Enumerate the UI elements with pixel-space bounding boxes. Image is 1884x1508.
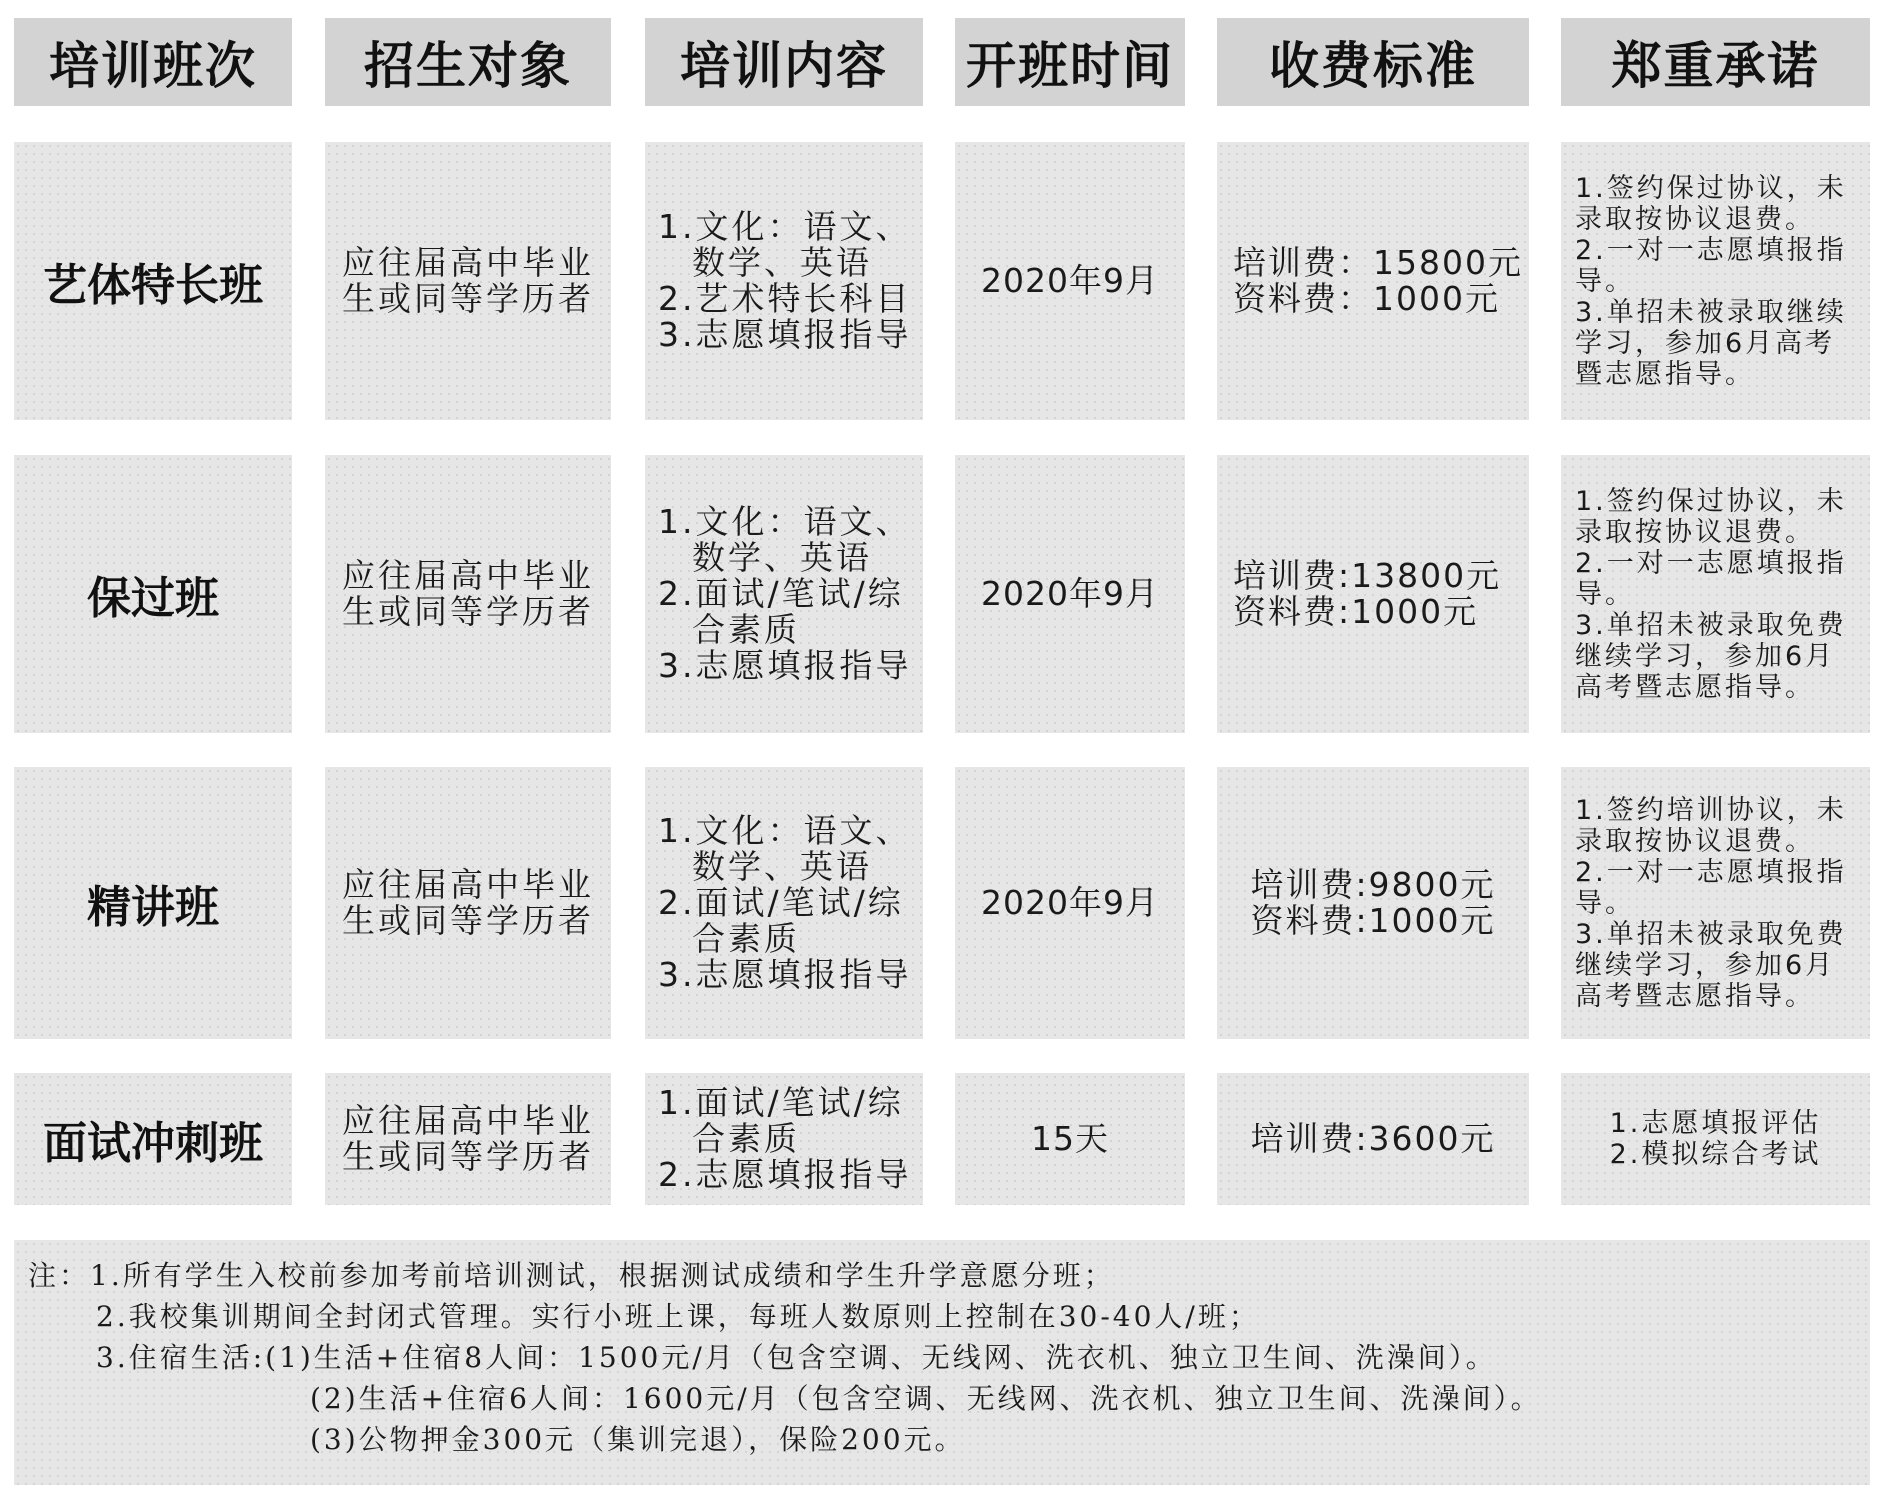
- row-3-fees: [1217, 767, 1529, 1039]
- start-time: 2020年9月: [981, 883, 1159, 922]
- content-line: 1.文化：语文、: [658, 811, 912, 850]
- promise-line: 学习，参加6月高考: [1575, 327, 1836, 359]
- promise-line: 3.单招未被录取继续: [1575, 296, 1847, 328]
- content-line: 合素质: [692, 610, 800, 649]
- promise-line: 3.单招未被录取免费: [1575, 609, 1847, 641]
- row-1-fees: [1217, 142, 1529, 420]
- header-start-time: [955, 18, 1185, 106]
- class-name: 面试冲刺班: [43, 1118, 263, 1169]
- content-line: 合素质: [692, 919, 800, 958]
- promise-line: 1.签约保过协议，未: [1575, 172, 1847, 204]
- content-line: 数学、英语: [692, 847, 872, 886]
- row-2-fees: [1217, 455, 1529, 733]
- header-label: 收费标准: [1269, 36, 1477, 95]
- promise-line: 高考暨志愿指导。: [1575, 980, 1815, 1012]
- row-3-promise: [1561, 767, 1870, 1039]
- row-2-content: [645, 455, 923, 733]
- row-1-start-time: [955, 142, 1185, 420]
- content-line: 3.志愿填报指导: [658, 315, 912, 354]
- start-time: 2020年9月: [981, 261, 1159, 300]
- note-line-4: (2)生活+住宿6人间：1600元/月（包含空调、无线网、洗衣机、独立卫生间、洗澡间）。: [310, 1382, 1542, 1415]
- header-label: 培训内容: [680, 36, 888, 95]
- row-2-class-name: [14, 455, 292, 733]
- promise-line: 继续学习，参加6月: [1575, 949, 1836, 981]
- header-class-type: [14, 18, 292, 106]
- content-line: 2.志愿填报指导: [658, 1155, 912, 1194]
- row-3-start-time: [955, 767, 1185, 1039]
- promise-line: 继续学习，参加6月: [1575, 640, 1836, 672]
- target-line: 应往届高中毕业: [342, 556, 594, 595]
- target-line: 生或同等学历者: [342, 901, 594, 940]
- content-line: 1.文化：语文、: [658, 207, 912, 246]
- target-line: 应往届高中毕业: [342, 1101, 594, 1140]
- fee-line: 培训费:9800元: [1250, 865, 1496, 904]
- row-4-class-name: [14, 1073, 292, 1205]
- note-line-5: (3)公物押金300元（集训完退），保险200元。: [310, 1423, 966, 1456]
- target-line: 应往届高中毕业: [342, 243, 594, 282]
- row-4-start-time: [955, 1073, 1185, 1205]
- promise-line: 2.一对一志愿填报指: [1575, 547, 1847, 579]
- content-line: 1.文化：语文、: [658, 502, 912, 541]
- fee-line: 资料费:1000元: [1250, 901, 1496, 940]
- promise-line: 录取按协议退费。: [1575, 203, 1815, 235]
- row-4-fees: [1217, 1073, 1529, 1205]
- note-line-3: 3.住宿生活:(1)生活+住宿8人间：1500元/月（包含空调、无线网、洗衣机、独立卫生间、洗澡间）。: [96, 1341, 1497, 1374]
- promise-line: 2.模拟综合考试: [1609, 1139, 1822, 1170]
- start-time: 2020年9月: [981, 574, 1159, 613]
- header-label: 郑重承诺: [1611, 36, 1820, 95]
- fee-line: 培训费：15800元: [1233, 243, 1523, 282]
- notes-box: [14, 1240, 1870, 1485]
- note-line-2: 2.我校集训期间全封闭式管理。实行小班上课，每班人数原则上控制在30-40人/班；: [96, 1300, 1260, 1333]
- class-name: 保过班: [87, 573, 219, 624]
- row-2-target: [325, 455, 611, 733]
- promise-line: 高考暨志愿指导。: [1575, 671, 1815, 703]
- header-label: 开班时间: [966, 36, 1174, 95]
- header-promise: [1561, 18, 1870, 106]
- target-line: 生或同等学历者: [342, 1137, 594, 1176]
- promise-line: 录取按协议退费。: [1575, 516, 1815, 548]
- promise-line: 录取按协议退费。: [1575, 825, 1815, 857]
- row-1-class-name: [14, 142, 292, 420]
- promise-line: 暨志愿指导。: [1575, 358, 1755, 390]
- content-line: 3.志愿填报指导: [658, 646, 912, 685]
- content-line: 合素质: [692, 1119, 800, 1158]
- fee-line: 培训费:3600元: [1250, 1119, 1496, 1158]
- content-line: 2.面试/笔试/综: [658, 574, 904, 613]
- note-line-1: 注：1.所有学生入校前参加考前培训测试，根据测试成绩和学生升学意愿分班；: [28, 1259, 1115, 1292]
- content-line: 数学、英语: [692, 538, 872, 577]
- fee-line: 资料费：1000元: [1233, 279, 1500, 318]
- content-line: 1.面试/笔试/综: [658, 1083, 904, 1122]
- promise-line: 导。: [1575, 887, 1635, 919]
- row-4-target: [325, 1073, 611, 1205]
- content-line: 3.志愿填报指导: [658, 955, 912, 994]
- row-3-content: [645, 767, 923, 1039]
- promise-line: 2.一对一志愿填报指: [1575, 234, 1847, 266]
- target-line: 应往届高中毕业: [342, 865, 594, 904]
- promise-line: 1.签约保过协议，未: [1575, 485, 1847, 517]
- class-name: 艺体特长班: [43, 260, 263, 311]
- target-line: 生或同等学历者: [342, 592, 594, 631]
- header-training-content: [645, 18, 923, 106]
- row-4-content: [645, 1073, 923, 1205]
- row-2-promise: [1561, 455, 1870, 733]
- row-1-promise: [1561, 142, 1870, 420]
- target-line: 生或同等学历者: [342, 279, 594, 318]
- header-target-students: [325, 18, 611, 106]
- start-time: 15天: [1031, 1119, 1109, 1158]
- row-4-promise: [1561, 1073, 1870, 1205]
- fee-line: 培训费:13800元: [1233, 556, 1502, 595]
- row-3-target: [325, 767, 611, 1039]
- promise-line: 导。: [1575, 578, 1635, 610]
- row-3-class-name: [14, 767, 292, 1039]
- row-1-target: [325, 142, 611, 420]
- row-1-content: [645, 142, 923, 420]
- class-name: 精讲班: [87, 882, 219, 933]
- fee-line: 资料费:1000元: [1233, 592, 1479, 631]
- content-line: 2.艺术特长科目: [658, 279, 912, 318]
- promise-line: 导。: [1575, 265, 1635, 297]
- header-label: 培训班次: [49, 36, 257, 95]
- promise-line: 2.一对一志愿填报指: [1575, 856, 1847, 888]
- content-line: 2.面试/笔试/综: [658, 883, 904, 922]
- header-label: 招生对象: [364, 36, 572, 95]
- promise-line: 3.单招未被录取免费: [1575, 918, 1847, 950]
- promise-line: 1.签约培训协议，未: [1575, 794, 1847, 826]
- promise-line: 1.志愿填报评估: [1609, 1108, 1822, 1139]
- row-2-start-time: [955, 455, 1185, 733]
- content-line: 数学、英语: [692, 243, 872, 282]
- header-fees: [1217, 18, 1529, 106]
